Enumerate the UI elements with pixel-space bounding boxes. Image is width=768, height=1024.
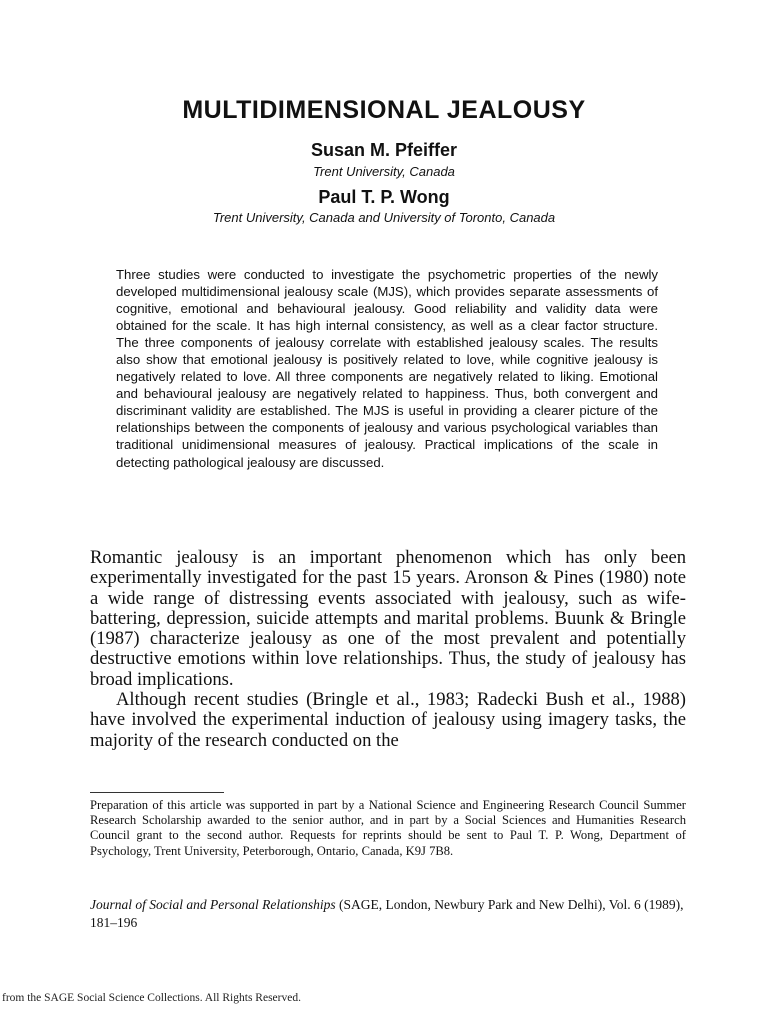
journal-citation bbox=[90, 896, 686, 932]
author-name-2: Paul T. P. Wong bbox=[318, 187, 450, 207]
journal-details: (SAGE, London, Newbury Park and New Delhi), Vol. 6 (1989), 181–196 bbox=[90, 897, 684, 930]
body-paragraph-2: Although recent studies (Bringle et al., 1983; Radecki Bush et al., 1988) have involved the experimental induction of jealousy using imagery tasks, the majority of the research conducted on the bbox=[90, 689, 686, 751]
author-name-1: Susan M. Pfeiffer bbox=[310, 140, 458, 160]
paper-title: MULTIDIMENSIONAL JEALOUSY bbox=[182, 96, 586, 124]
abstract: Three studies were conducted to investigate the psychometric properties of the newly developed multidimensional jealousy scale (MJS), which provides separate assessments of cognitive, emotional and behavioural jealousy. Good reliability and validity data were obtained for the scale. It has high internal consistency, as well as a clear factor structure. The three components of jealousy correlate with established jealousy scales. The results also show that emotional jealousy is positively related to love, while cognitive jealousy is negatively related to love. All three components are negatively related to liking. Emotional and behavioural jealousy are negatively related to happiness. Thus, both convergent and discriminant validity are established. The MJS is useful in providing a clearer picture of the relationships between the components of jealousy and various psychological variables than traditional unidimensional measures of jealousy. Practical implications of the scale in detecting pathological jealousy are discussed. bbox=[116, 267, 658, 470]
footnote: Preparation of this article was supported in part by a National Science and Engineering Research Council Summer Research Scholarship awarded to the senior author, and in part by a Social Sciences and Humanities Research Council grant to the second author. Requests for reprints should be sent to Paul T. P. Wong, Department of Psychology, Trent University, Peterborough, Ontario, Canada, K9J 7B8. bbox=[90, 798, 686, 858]
author-affiliation-1: Trent University, Canada bbox=[313, 164, 455, 179]
collection-credit: from the SAGE Social Science Collections. All Rights Reserved. bbox=[2, 992, 301, 1004]
journal-name: Journal of Social and Personal Relationships bbox=[90, 897, 336, 912]
author-affiliation-2: Trent University, Canada and University of Toronto, Canada bbox=[212, 210, 556, 225]
body-paragraph-1: Romantic jealousy is an important phenomenon which has only been experimentally investigated for the past 15 years. Aronson & Pines (1980) note a wide range of distressing events associated with jealousy, such as wife-battering, depression, suicide attempts and marital problems. Buunk & Bringle (1987) characterize jealousy as one of the most prevalent and potentially destructive emotions within love relationships. Thus, the study of jealousy has broad implications. bbox=[90, 547, 686, 690]
body-text bbox=[90, 548, 686, 751]
footnote-divider bbox=[90, 792, 224, 793]
